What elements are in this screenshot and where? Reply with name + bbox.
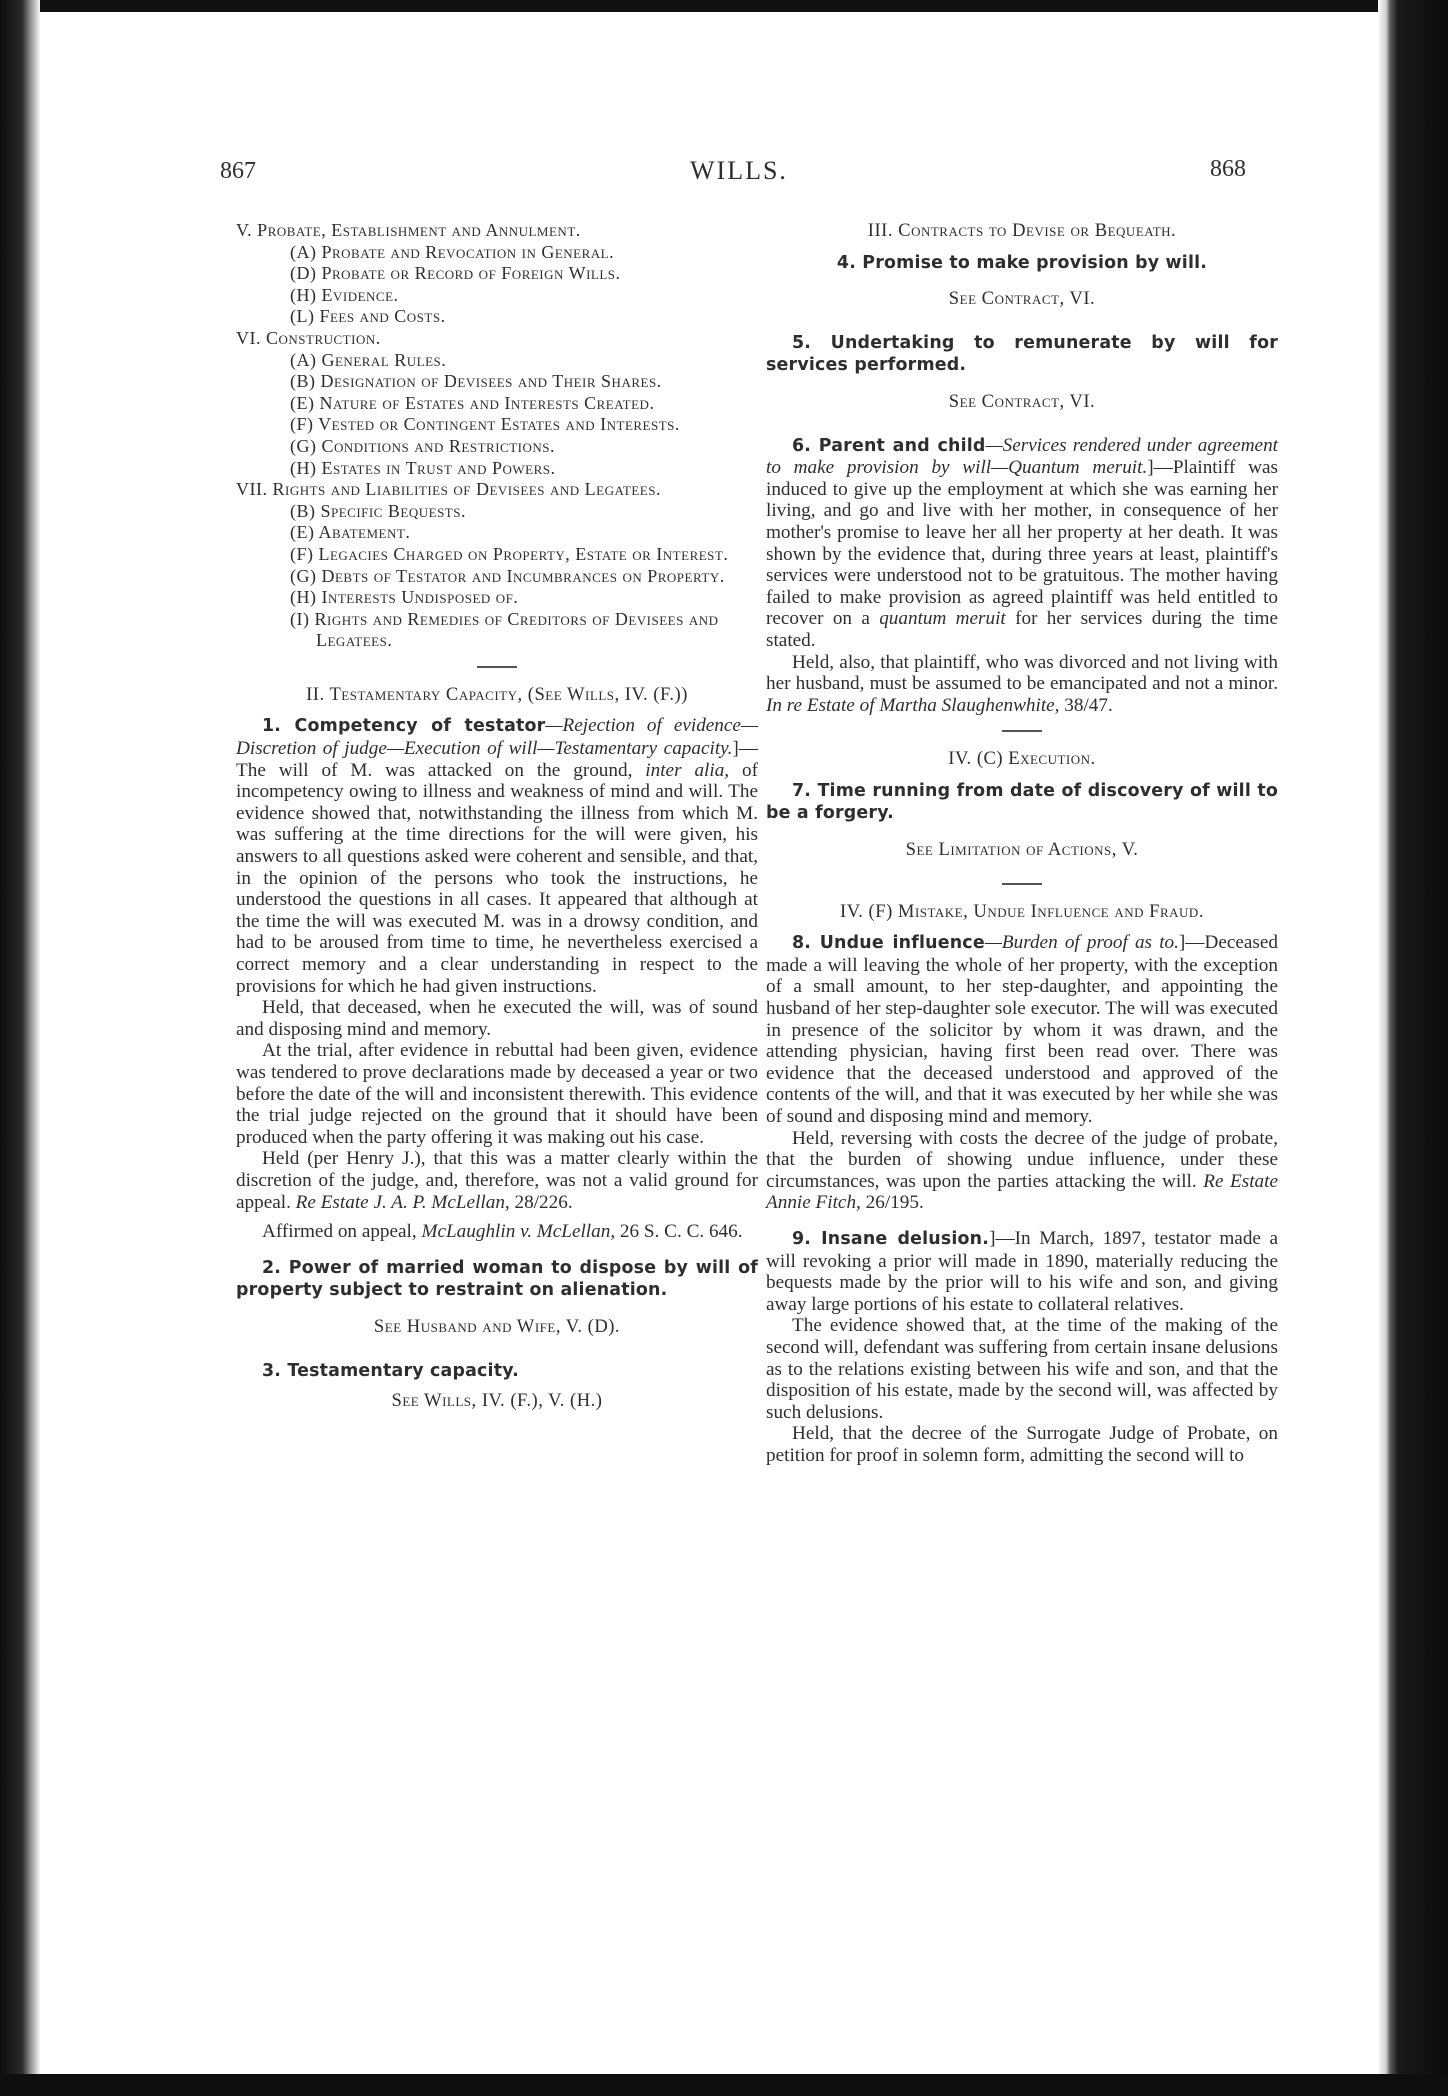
entry-1-trial: At the trial, after evidence in rebuttal had been given, evidence was tendered to prove declarations made by deceased a year or two before the date of the will and inconsistent therewith. This evidence the trial judge rejected on the ground that it should have been produced when the party offering it was making out his case. — [236, 1040, 758, 1148]
contents-list — [236, 220, 758, 652]
entry-6-quantum-meruit: quantum meruit — [879, 608, 1006, 630]
entry-3-heading: 3. Testamentary capacity. — [262, 1360, 519, 1381]
section-heading-testamentary-capacity: II. Testamentary Capacity, (See Wills, IV. (F.)) — [306, 683, 688, 705]
contents-entry: V. Probate, Establishment and Annulment. — [236, 220, 581, 240]
separator-rule-3 — [1002, 883, 1042, 885]
contents-entry: (H) Interests Undisposed of. — [290, 587, 519, 608]
book-page — [220, 150, 1290, 2055]
contents-entry: VI. Construction. — [236, 327, 381, 348]
contents-entry: (F) Vested or Contingent Estates and Interests. — [290, 414, 680, 435]
entry-1-held-henry — [236, 1148, 758, 1213]
contents-entry: (G) Conditions and Restrictions. — [290, 435, 555, 456]
entry-1-citation: Re Estate J. A. P. McLellan, — [295, 1191, 510, 1213]
entry-5-paragraph — [766, 332, 1278, 377]
entry-8-held — [766, 1128, 1278, 1214]
entry-6-text-b: for her services during the time stated. — [766, 608, 1278, 651]
page-number-right: 868 — [1210, 156, 1246, 182]
contents-entry: (H) Estates in Trust and Powers. — [290, 457, 556, 478]
separator-rule — [477, 666, 517, 668]
contents-entry: (H) Evidence. — [290, 284, 399, 305]
contents-entry: (B) Specific Bequests. — [290, 500, 466, 521]
entry-6-subtitle: —Services rendered under agreement to make provision by will—Quantum meruit. — [766, 434, 1278, 479]
entry-8-subtitle: —Burden of proof as to. — [984, 932, 1179, 954]
entry-1-held-henry-text: Held (per Henry J.), that this was a matter clearly within the discretion of the judge, and, therefore, was not a valid ground for appeal. — [236, 1148, 758, 1213]
running-title: WILLS. — [690, 156, 788, 185]
entry-6-paragraph — [766, 435, 1278, 652]
entry-5-see-reference: See Contract, VI. — [948, 390, 1096, 412]
entry-9-held: Held, that the decree of the Surrogate Judge of Probate, on petition for proof in solemn form, admitting the second will to — [766, 1423, 1278, 1466]
entry-4-see-reference: See Contract, VI. — [948, 288, 1096, 310]
scan-border-top — [0, 0, 1448, 12]
contents-entry: (L) Fees and Costs. — [290, 306, 446, 327]
contents-entry: (F) Legacies Charged on Property, Estate or Interest. — [290, 543, 729, 564]
contents-entry: (D) Probate or Record of Foreign Wills. — [290, 263, 621, 284]
entry-3-see-reference: See Wills, IV. (F.), V. (H.) — [391, 1390, 603, 1412]
scan-border-left — [0, 0, 40, 2096]
entry-9-heading: 9. Insane delusion. — [792, 1228, 990, 1249]
entry-2-paragraph — [236, 1257, 758, 1302]
contents-entry: (E) Nature of Estates and Interests Created. — [290, 392, 655, 413]
scan-border-bottom — [0, 2074, 1448, 2096]
entry-1-heading: 1. Competency of testator — [262, 716, 546, 737]
entry-1-inter-alia: inter alia, — [645, 759, 730, 781]
entry-8-citation-ref: 26/195. — [860, 1192, 924, 1214]
entry-9-paragraph — [766, 1228, 1278, 1315]
entry-1-citation-ref: 28/226. — [509, 1191, 573, 1213]
section-heading-execution: IV. (C) Execution. — [948, 748, 1096, 770]
entry-1-appeal-citation: McLaughlin v. McLellan, — [421, 1221, 616, 1243]
left-column — [236, 220, 758, 1434]
entry-1-held: Held, that deceased, when he executed the will, was of sound and disposing mind and memory. — [236, 997, 758, 1040]
contents-entry: (A) Probate and Revocation in General. — [290, 241, 615, 262]
contents-entry: (G) Debts of Testator and Incumbrances on Property. — [290, 565, 725, 586]
entry-9-text: ]—In March, 1897, testator made a will revoking a prior will made in 1890, materially reducing the bequests made by the prior will to his wife and son, and giving away large portions of his estate to collateral relatives. — [766, 1227, 1278, 1315]
entry-5-heading: 5. Undertaking to remunerate by will for services performed. — [766, 332, 1278, 376]
entry-2-see-reference: See Husband and Wife, V. (D). — [373, 1315, 621, 1337]
entry-8-citation: Re Estate Annie Fitch, — [766, 1170, 1278, 1214]
contents-entry: (E) Abatement. — [290, 522, 411, 543]
contents-entry: (A) General Rules. — [290, 349, 447, 370]
entry-6-citation: In re Estate of Martha Slaughenwhite, — [766, 694, 1060, 716]
entry-1-text-b: of incompetency owing to illness and weakness of mind and will. The evidence showed that, notwithstanding the illness from which M. was suffering at the time directions for the will were given, his answers to all questions asked were coherent and sensible, and that, in the opinion of the persons who took the instructions, he understood the questions in all cases. It appeared that although at the time the will was executed M. was in a drowsy condition, and had to be aroused from time to time, he nevertheless exercised a correct memory and a clear understanding in respect to the provisions for which he had given instructions. — [236, 759, 759, 997]
entry-6-citation-ref: 38/47. — [1059, 694, 1113, 716]
entry-1-appeal-ref: 26 S. C. C. 646. — [615, 1221, 743, 1243]
entry-1-appeal-text: Affirmed on appeal, — [262, 1221, 422, 1243]
contents-entry: VII. Rights and Liabilities of Devisees and Legatees. — [236, 479, 661, 500]
section-heading-undue-influence: IV. (F) Mistake, Undue Influence and Fraud. — [840, 900, 1204, 922]
entry-8-paragraph — [766, 932, 1278, 1127]
page-number-left: 867 — [220, 158, 256, 184]
contents-entry: (B) Designation of Devisees and Their Shares. — [290, 371, 662, 392]
entry-6-text-a: ]—Plaintiff was induced to give up the employment at which she was earning her living, and go and live with her mother, in consequence of her mother's promise to leave her all her property at her death. It was shown by the evidence that, during three years at least, plaintiff's services were understood not to be gratuitous. The mother having failed to make provision as agreed plaintiff was held entitled to recover on a — [766, 457, 1278, 630]
right-column — [766, 220, 1278, 1467]
page-header — [220, 150, 1270, 190]
entry-1-appeal — [236, 1221, 758, 1243]
entry-8-text: ]—Deceased made a will leaving the whole of her property, with the exception of a small amount, to her step-daughter, and appointing the husband of her step-daughter sole executor. The will was executed in presence of the solicitor by whom it was drawn, and the attending physician, having first been read over. There was evidence that the deceased understood and approved of the contents of the will, and that it was executed by her while she was of sound and disposing mind and memory. — [766, 932, 1278, 1127]
contents-entry: (I) Rights and Remedies of Creditors of Devisees and Legatees. — [290, 608, 719, 651]
entry-7-heading: 7. Time running from date of discovery of will to be a forgery. — [766, 780, 1278, 824]
entry-1-text-a: ]—The will of M. was attacked on the ground, — [236, 738, 758, 781]
entry-1-subtitle: —Rejection of evidence—Discretion of judge—Execution of will—Testamentary capacity. — [236, 715, 758, 760]
section-heading-contracts: III. Contracts to Devise or Bequeath. — [867, 220, 1177, 241]
entry-7-see-reference: See Limitation of Actions, V. — [905, 839, 1139, 861]
entry-8-held-text: Held, reversing with costs the decree of the judge of probate, that the burden of showing undue influence, under these circumstances, was upon the parties attacking the will. — [766, 1127, 1278, 1192]
entry-6-held — [766, 652, 1278, 717]
entry-6-heading: 6. Parent and child — [792, 435, 986, 456]
entry-2-heading: 2. Power of married woman to dispose by will of property subject to restraint on alienation. — [236, 1257, 758, 1301]
separator-rule-2 — [1002, 730, 1042, 732]
entry-6-held-text: Held, also, that plaintiff, who was divorced and not living with her husband, must be assumed to be emancipated and not a minor. — [766, 651, 1278, 695]
scan-border-right — [1378, 0, 1448, 2096]
entry-3-paragraph — [236, 1360, 758, 1383]
entry-8-heading: 8. Undue influence — [792, 933, 985, 954]
entry-1-paragraph — [236, 715, 758, 997]
entry-9-evidence: The evidence showed that, at the time of the making of the second will, defendant was suffering from certain insane delusions as to the relations existing between his wife and son, and that the disposition of his estate, made by the second will, was affected by such delusions. — [766, 1315, 1278, 1423]
entry-4-heading: 4. Promise to make provision by will. — [836, 252, 1208, 273]
entry-4-paragraph — [766, 252, 1278, 275]
entry-7-paragraph — [766, 780, 1278, 825]
